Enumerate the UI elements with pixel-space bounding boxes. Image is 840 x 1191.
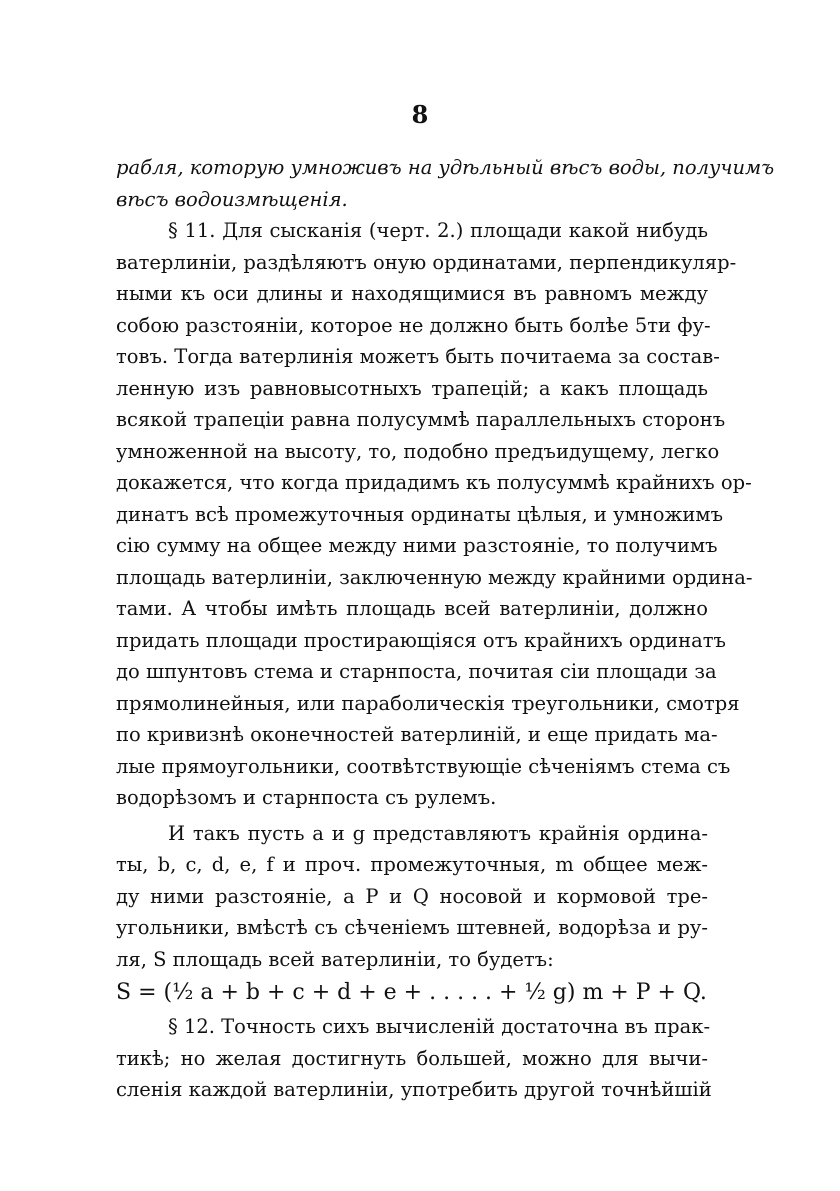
text-line: ленную изъ равновысотныхъ трапецій; а какъ площадь [116, 376, 708, 400]
text-line: всякой трапеціи равна полусуммѣ параллельныхъ сторонъ [116, 408, 726, 431]
text-line: динатъ всѣ промежуточныя ординаты цѣлыя, и умножимъ [116, 502, 723, 526]
text-line: ты, b, c, d, e, f и проч. промежуточныя, m общее меж- [116, 853, 708, 876]
text-line: сію сумму на общее между ними разстояніе, то получимъ [116, 534, 718, 557]
text-line: по кривизнѣ оконечностей ватерлиній, и еще придать ма- [116, 723, 718, 746]
text-line: тикѣ; но желая достигнуть большей, можно для вычи- [116, 1046, 708, 1070]
waterline-area-formula: S = (½ a + b + c + d + e + . . . . . + ½ g) m + P + Q. [116, 980, 707, 1005]
text-line: ду ними разстояніе, а P и Q носовой и кормовой тре- [116, 884, 708, 908]
text-line: умноженной на высоту, то, подобно предъидущему, легко [116, 439, 720, 463]
text-line: ватерлиніи, раздѣляютъ оную ординатами, перпендикуляр- [116, 250, 737, 274]
body-text [116, 152, 775, 1106]
text-line: сленія каждой ватерлиніи, употребить другой точнѣйшій [116, 1078, 712, 1101]
text-line: угольники, вмѣстѣ съ сѣченіемъ штевней, водорѣза и ру- [116, 916, 708, 939]
section-heading-line: § 12. Точность сихъ вычисленій достаточна въ прак- [168, 1015, 711, 1038]
text-line: площадь ватерлиніи, заключенную между крайними ордина- [116, 565, 753, 589]
text-line: ными къ оси длины и находящимися въ равномъ между [116, 282, 708, 305]
text-line: водорѣзомъ и старнпоста съ рулемъ. [116, 786, 497, 809]
text-line: собою разстояніи, которое не должно быть болѣе 5ти фу- [116, 313, 711, 337]
text-line: прямолинейныя, или параболическія треугольники, смотря [116, 691, 740, 715]
text-line: ля, S площадь всей ватерлиніи, то будетъ: [116, 947, 554, 971]
section-heading-line: § 11. Для сысканія (черт. 2.) площади какой нибудь [168, 219, 708, 242]
text-line: до шпунтовъ стема и старнпоста, почитая сіи площади за [116, 660, 717, 683]
text-line: лые прямоугольники, соотвѣтствующіе сѣченіямъ стема съ [116, 754, 731, 778]
text-line: придать площади простирающіяся отъ крайнихъ ординатъ [116, 628, 726, 652]
text-line: рабля, которую умноживъ на удѣльный вѣсъ воды, получимъ [116, 156, 775, 179]
text-line: товъ. Тогда ватерлинія можетъ быть почитаема за состав- [116, 345, 720, 368]
text-line: тами. А чтобы имѣть площадь всей ватерлиніи, должно [116, 597, 708, 620]
paragraph-start-line: И такъ пусть a и g представляютъ крайнія ордина- [168, 821, 708, 845]
text-line: вѣсъ водоизмѣщенія. [116, 187, 348, 211]
page-number: 8 [411, 100, 429, 129]
text-line: докажется, что когда придадимъ къ полусуммѣ крайнихъ ор- [116, 471, 752, 494]
